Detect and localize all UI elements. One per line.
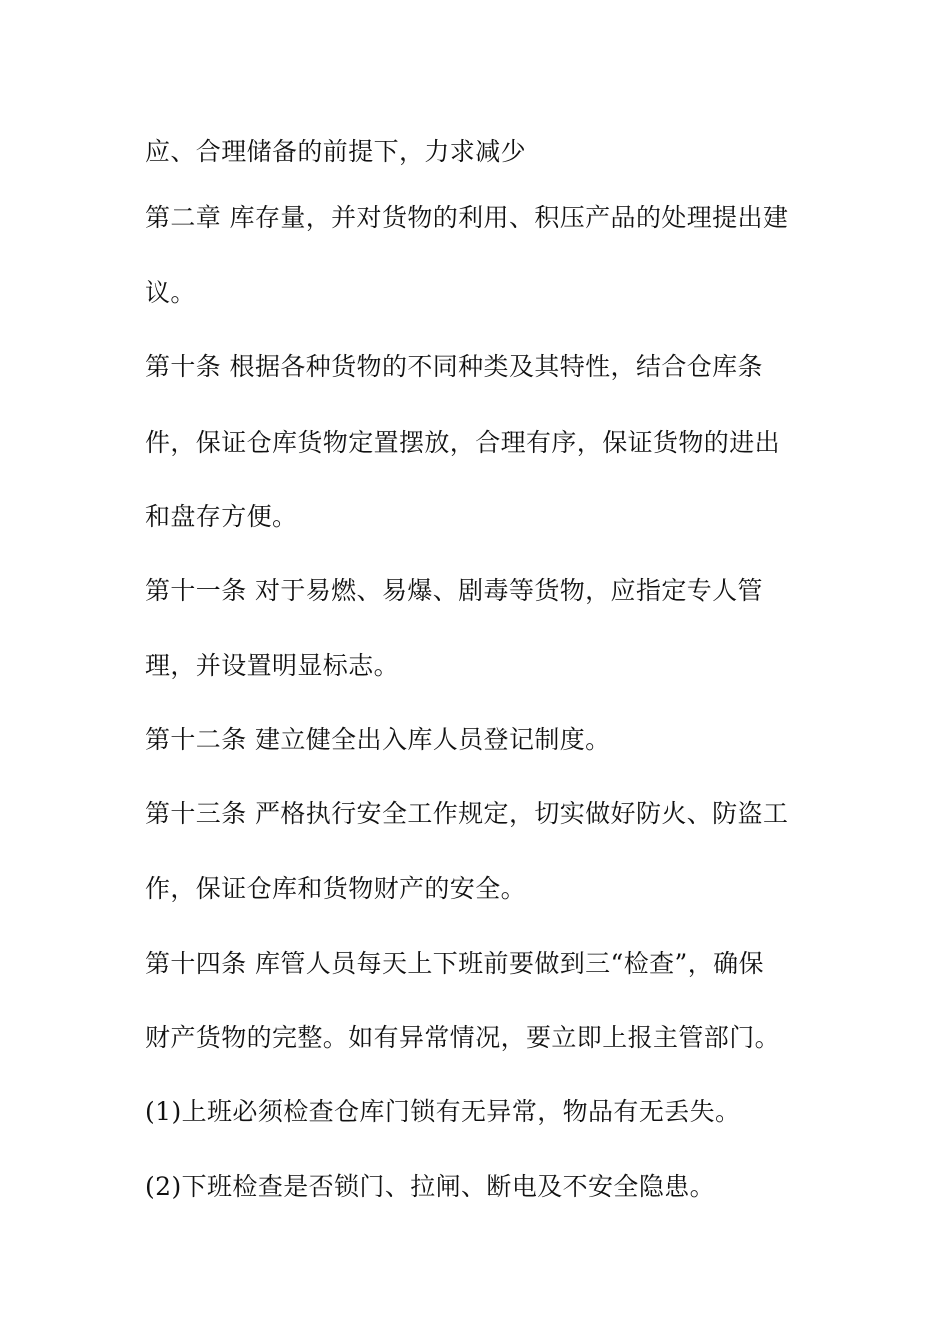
- list-item-2: (2)下班检查是否锁门、拉闸、断电及不安全隐患。: [145, 1172, 716, 1201]
- text-line: 议。: [145, 278, 196, 307]
- text-line: 和盘存方便。: [145, 502, 298, 531]
- text-line: 财产货物的完整。如有异常情况，要立即上报主管部门。: [145, 1023, 781, 1052]
- text-line: 应、合理储备的前提下，力求减少: [145, 137, 527, 166]
- article-14: 第十四条 库管人员每天上下班前要做到三“检查”，确保: [145, 949, 764, 978]
- list-item-1: (1)上班必须检查仓库门锁有无异常，物品有无丢失。: [145, 1097, 741, 1126]
- text-line: 件，保证仓库货物定置摆放，合理有序，保证货物的进出: [145, 428, 781, 457]
- article-13: 第十三条 严格执行安全工作规定，切实做好防火、防盗工: [145, 799, 789, 828]
- article-12: 第十二条 建立健全出入库人员登记制度。: [145, 725, 611, 754]
- article-10: 第十条 根据各种货物的不同种类及其特性，结合仓库条: [145, 352, 763, 381]
- chapter-heading: 第二章 库存量，并对货物的利用、积压产品的处理提出建: [145, 203, 789, 232]
- text-line: 作，保证仓库和货物财产的安全。: [145, 874, 527, 903]
- text-line: 理，并设置明显标志。: [145, 651, 400, 680]
- article-11: 第十一条 对于易燃、易爆、剧毒等货物，应指定专人管: [145, 576, 763, 605]
